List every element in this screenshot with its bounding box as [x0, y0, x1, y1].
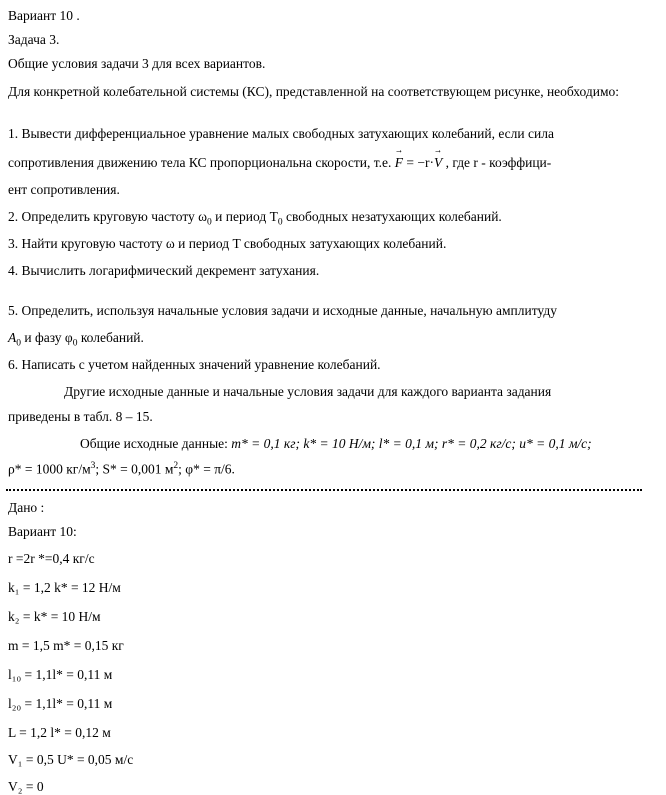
- common-data-values-1: m* = 0,1 кг; k* = 10 Н/м; l* = 0,1 м; r* = 0,2 кг/с; u* = 0,1 м/с;: [231, 436, 592, 451]
- l20-value: l₂₀ = 1,1l* = 0,11 м: [8, 696, 113, 711]
- item-5-text-c: и фазу φ: [21, 330, 73, 345]
- common-data-density: ρ* = 1000 кг/м: [8, 461, 91, 477]
- item-2-text-a: 2. Определить круговую частоту ω: [8, 209, 208, 224]
- item-5-phase-sub: 0: [72, 338, 78, 349]
- conditions-heading: Общие условия задачи 3 для всех вариантов.: [8, 56, 266, 71]
- item-2: [8, 209, 502, 231]
- common-data-line-2: [8, 458, 235, 478]
- given-title: Дано :: [8, 500, 45, 515]
- item-3: 3. Найти круговую частоту ω и период T свободных затухающих колебаний.: [8, 236, 447, 251]
- k2-value: k₂ = k* = 10 Н/м: [8, 609, 101, 624]
- item-4: 4. Вычислить логарифмический декремент затухания.: [8, 263, 320, 278]
- item-5-line-1: 5. Определить, используя начальные условия задачи и исходные данные, начальную амплитуду: [8, 303, 557, 318]
- item-2-text-c: свободных незатухающих колебаний.: [282, 209, 502, 224]
- formula-tail: , где r - коэффици-: [442, 155, 552, 170]
- item-1-text-before-formula: сопротивления движению тела КС пропорциональна скорости, т.е.: [8, 155, 392, 170]
- formula-equals: = −r·: [402, 155, 434, 170]
- common-data-line-1: [80, 436, 592, 452]
- L-value: L = 1,2 l* = 0,12 м: [8, 725, 111, 740]
- item-6: 6. Написать с учетом найденных значений уравнение колебаний.: [8, 357, 381, 372]
- l10-value: l₁₀ = 1,1l* = 0,11 м: [8, 667, 113, 682]
- item-1-line-3: ент сопротивления.: [8, 182, 120, 197]
- common-data-density-exp: 3: [90, 461, 96, 471]
- force-vector-symbol: F →: [395, 155, 403, 171]
- given-variant: Вариант 10:: [8, 524, 77, 539]
- section-divider: [6, 489, 642, 491]
- common-data-area-exp: 2: [173, 461, 179, 471]
- item-1-line-2: [8, 155, 551, 171]
- item-5-amplitude-sub: 0: [16, 338, 21, 349]
- m-value: m = 1,5 m* = 0,15 кг: [8, 638, 124, 653]
- item-2-sub-b: 0: [277, 217, 283, 228]
- common-data-label: Общие исходные данные:: [80, 436, 228, 451]
- item-2-text-b: и период T: [211, 209, 278, 224]
- V1-value: V₁ = 0,5 U* = 0,05 м/с: [8, 752, 134, 767]
- item-5-amplitude-symbol: A: [8, 330, 17, 345]
- item-5-line-2: [8, 330, 144, 352]
- variant-heading: Вариант 10 .: [8, 8, 80, 23]
- note-line-2: приведены в табл. 8 – 15.: [8, 409, 153, 424]
- item-5-text-d: колебаний.: [77, 330, 144, 345]
- intro-paragraph: Для конкретной колебательной системы (КС), представленной на соответствующем рисунке, необходимо:: [8, 84, 620, 99]
- common-data-phase: ; φ* = π/6.: [178, 461, 235, 477]
- velocity-vector-symbol: V →: [434, 155, 442, 171]
- V2-value: V₂ = 0: [8, 779, 44, 794]
- item-2-sub-a: 0: [207, 217, 212, 228]
- note-line-1: Другие исходные данные и начальные условия задачи для каждого варианта задания: [64, 384, 552, 399]
- common-data-area: ; S* = 0,001 м: [95, 461, 174, 477]
- k1-value: k₁ = 1,2 k* = 12 Н/м: [8, 580, 121, 595]
- item-1-line-1: 1. Вывести дифференциальное уравнение малых свободных затухающих колебаний, если сила: [8, 126, 554, 141]
- task-heading: Задача 3.: [8, 32, 60, 47]
- r-value: r =2r *=0,4 кг/с: [8, 551, 95, 566]
